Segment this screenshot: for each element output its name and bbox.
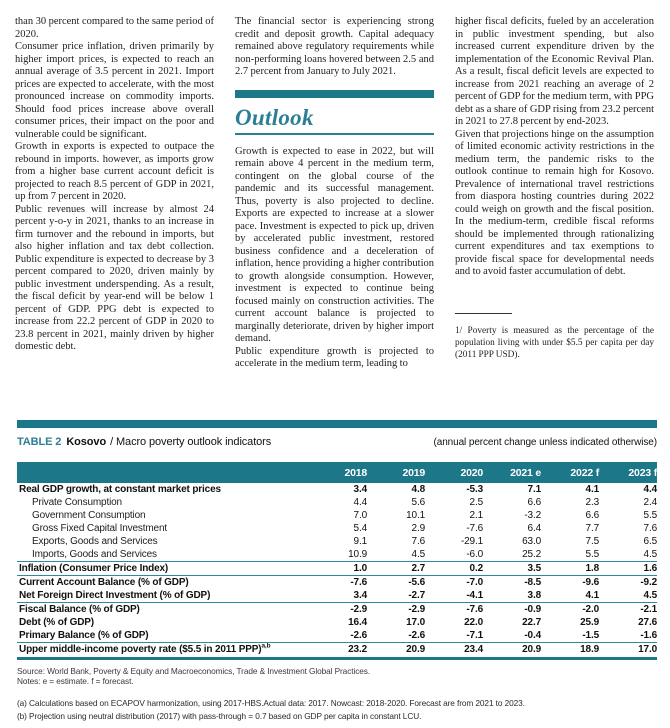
text-column-3 bbox=[455, 16, 654, 371]
row-value: 4.5 bbox=[643, 549, 657, 560]
row-value: 7.5 bbox=[585, 536, 599, 547]
row-value: -4.1 bbox=[466, 590, 483, 601]
row-value: 4.4 bbox=[643, 484, 657, 495]
row-value: 3.4 bbox=[353, 484, 367, 495]
row-value: 23.2 bbox=[348, 644, 367, 655]
row-value: -1.5 bbox=[582, 630, 599, 641]
row-label: Current Account Balance (% of GDP) bbox=[19, 577, 189, 588]
table-row bbox=[17, 496, 657, 509]
row-value: -0.9 bbox=[524, 604, 541, 615]
row-value: -2.7 bbox=[408, 590, 425, 601]
row-value: 7.0 bbox=[353, 510, 367, 521]
row-value: -5.3 bbox=[466, 484, 483, 495]
row-value: 10.1 bbox=[406, 510, 425, 521]
row-value: -7.6 bbox=[466, 604, 483, 615]
row-value: 2.7 bbox=[411, 563, 425, 574]
row-value: -7.0 bbox=[466, 577, 483, 588]
row-label-superscript: a,b bbox=[261, 642, 271, 650]
row-value: -2.0 bbox=[582, 604, 599, 615]
row-value: 20.9 bbox=[406, 644, 425, 655]
table-row bbox=[17, 548, 657, 562]
note-a: (a) Calculations based on ECAPOV harmonization, using 2017-HBS.Actual data: 2017. Nowcast: 2018-2020. Forecast are from 2021 to 2023. bbox=[17, 697, 525, 708]
row-value: 4.1 bbox=[585, 484, 599, 495]
row-label: Net Foreign Direct Investment (% of GDP) bbox=[19, 590, 211, 601]
row-value: 5.6 bbox=[411, 497, 425, 508]
row-label: Government Consumption bbox=[32, 510, 146, 521]
row-value: -7.1 bbox=[466, 630, 483, 641]
row-value: 2.9 bbox=[411, 523, 425, 534]
row-value: 5.4 bbox=[353, 523, 367, 534]
row-value: 17.0 bbox=[638, 644, 657, 655]
row-value: 16.4 bbox=[348, 617, 367, 628]
row-value: 1.6 bbox=[643, 563, 657, 574]
year-column-header: 2020 bbox=[460, 466, 483, 479]
row-label: Debt (% of GDP) bbox=[19, 617, 94, 628]
note-b: (b) Projection using neutral distribution (2017) with pass-through = 0.7 based on GDP per capita in constant LCU. bbox=[17, 710, 422, 721]
row-value: 3.4 bbox=[353, 590, 367, 601]
paragraph: Public expenditure growth is projected to accelerate in the medium term, leading to bbox=[235, 345, 434, 369]
row-value: -3.2 bbox=[524, 510, 541, 521]
row-value: 1.8 bbox=[585, 563, 599, 574]
row-label: Real GDP growth, at constant market prices bbox=[19, 484, 221, 495]
row-value: 7.7 bbox=[585, 523, 599, 534]
row-value: -0.4 bbox=[524, 630, 541, 641]
row-label: Inflation (Consumer Price Index) bbox=[19, 563, 169, 574]
table-row bbox=[17, 589, 657, 603]
paragraph: than 30 percent compared to the same period of 2020. bbox=[15, 16, 214, 40]
row-value: 2.3 bbox=[585, 497, 599, 508]
row-value: -2.9 bbox=[350, 604, 367, 615]
year-column-header: 2019 bbox=[402, 466, 425, 479]
paragraph: Growth is expected to ease in 2022, but will remain above 4 percent in the medium term, contingent on the global course of the pandemic and its successful management. Thus, poverty is also projected to decline. Exports are expected to increase at a slower pace. Investment is expected to pick up, driven by accelerated public investment, restored business confidence and a deceleration of inflation, hence providing a higher contribution to growth alongside consumption. However, investment is expected to continue being focused mainly on construction activities. The current account balance is projected to marginally deteriorate, driven by higher import demand. bbox=[235, 145, 434, 344]
table-row bbox=[17, 629, 657, 643]
row-value: 7.6 bbox=[411, 536, 425, 547]
year-column-header: 2021 e bbox=[510, 466, 541, 479]
row-value: 22.7 bbox=[522, 617, 541, 628]
table-label: TABLE 2 bbox=[17, 436, 62, 448]
row-value: 4.1 bbox=[585, 590, 599, 601]
table-row bbox=[17, 616, 657, 629]
row-value: 5.5 bbox=[585, 549, 599, 560]
row-value: 6.6 bbox=[527, 497, 541, 508]
row-value: -9.2 bbox=[640, 577, 657, 588]
paragraph: higher fiscal deficits, fueled by an acceleration in public investment spending, but also increased current expenditure driven by the implementation of the Economic Revival Plan. As a result, fiscal deficit levels are expected to increase from 2021 reaching an average of 2 percent of GDP for the medium term, with PPG debt as a share of GDP rising from 23.2 percent in 2021 to 27.8 percent by end-2023. bbox=[455, 16, 654, 127]
row-value: 6.6 bbox=[585, 510, 599, 521]
row-label: Imports, Goods and Services bbox=[32, 549, 157, 560]
row-value: 63.0 bbox=[522, 536, 541, 547]
row-value: 3.5 bbox=[527, 563, 541, 574]
row-label: Exports, Goods and Services bbox=[32, 536, 158, 547]
row-value: 20.9 bbox=[522, 644, 541, 655]
table-row bbox=[17, 576, 657, 589]
row-value: -29.1 bbox=[460, 536, 483, 547]
row-value: -1.6 bbox=[640, 630, 657, 641]
row-value: 2.5 bbox=[469, 497, 483, 508]
table-bottom-rule bbox=[17, 657, 657, 660]
paragraph: Public revenues will increase by almost 24 percent y-o-y in 2021, thanks to an increase in firm turnover and the rebound in imports, but also higher inflation and tax debt collection. Public expenditure is expected to decrease by 3 percent compared to 2020, driven mainly by public investment underspending. As a result, the fiscal deficit by year-end will be below 1 percent of GDP. PPG debt is expected to increase from 22.2 percent of GDP in 2020 to 23.8 percent in 2021, mainly driven by higher domestic debt. bbox=[15, 203, 214, 352]
row-value: 6.4 bbox=[527, 523, 541, 534]
table-row bbox=[17, 643, 657, 656]
row-value: 4.8 bbox=[411, 484, 425, 495]
row-value: 25.2 bbox=[522, 549, 541, 560]
row-label: Private Consumption bbox=[32, 497, 122, 508]
row-value: 18.9 bbox=[580, 644, 599, 655]
table-country: Kosovo bbox=[66, 436, 107, 448]
row-value: 4.5 bbox=[411, 549, 425, 560]
row-value: 17.0 bbox=[406, 617, 425, 628]
table-section bbox=[17, 420, 657, 723]
source-notes bbox=[17, 667, 657, 687]
row-value: 2.1 bbox=[469, 510, 483, 521]
paragraph: Growth in exports is expected to outpace the rebound in imports. however, as imports grow from a higher base current account deficit is projected to reach 8.5 percent of GDP in 2021, up from 7 percent in 2020. bbox=[15, 141, 214, 202]
outlook-heading: Outlook bbox=[235, 104, 314, 130]
table-header-band bbox=[17, 462, 657, 483]
year-column-header: 2023 f bbox=[628, 466, 657, 479]
row-value: 5.5 bbox=[643, 510, 657, 521]
source-text: Source: World Bank, Poverty & Equity and Macroeconomics, Trade & Investment Global Practices. bbox=[17, 666, 371, 676]
article-body bbox=[15, 16, 655, 371]
row-label: Gross Fixed Capital Investment bbox=[32, 523, 167, 534]
row-value: 2.4 bbox=[643, 497, 657, 508]
footnote-separator bbox=[455, 313, 512, 314]
row-value: 9.1 bbox=[353, 536, 367, 547]
year-column-header: 2018 bbox=[344, 466, 367, 479]
text-column-2 bbox=[235, 16, 434, 371]
row-value: 23.4 bbox=[464, 644, 483, 655]
paragraph: Given that projections hinge on the assumption of limited economic activity restrictions in the medium term, the pandemic risks to the outlook continue to remain high for Kosovo. Prevalence of international travel restrictions from diaspora hosting countries during 2022 could weigh on growth and the fiscal position. In the medium-term, credible fiscal reforms should be implemented through rationalizing current expenditures and tax exemptions to provide fiscal space for developmental needs and to avoid faster accumulation of debt. bbox=[455, 128, 654, 277]
table-row bbox=[17, 522, 657, 535]
table-row bbox=[17, 509, 657, 522]
table-rows bbox=[17, 483, 657, 656]
table-units-note: (annual percent change unless indicated otherwise) bbox=[433, 437, 657, 448]
table-footnotes bbox=[17, 697, 657, 723]
row-value: 4.5 bbox=[643, 590, 657, 601]
row-value: 7.1 bbox=[527, 484, 541, 495]
row-value: -7.6 bbox=[350, 577, 367, 588]
row-value: -2.9 bbox=[408, 604, 425, 615]
section-divider-bar bbox=[235, 90, 434, 98]
row-value: 22.0 bbox=[464, 617, 483, 628]
table-row bbox=[17, 535, 657, 548]
row-value: -7.6 bbox=[466, 523, 483, 534]
row-value: -2.1 bbox=[640, 604, 657, 615]
table-divider-bar bbox=[17, 420, 657, 428]
row-value: -2.6 bbox=[408, 630, 425, 641]
table-row bbox=[17, 483, 657, 496]
year-column-header: 2022 f bbox=[570, 466, 599, 479]
row-value: 10.9 bbox=[348, 549, 367, 560]
row-value: -2.6 bbox=[350, 630, 367, 641]
footnote-text: 1/ Poverty is measured as the percentage of the population living with under $5.5 per capita per day (2011 PPP USD). bbox=[455, 325, 654, 361]
table-subtitle: / Macro poverty outlook indicators bbox=[110, 436, 272, 448]
row-value: 27.6 bbox=[638, 617, 657, 628]
row-value: 1.0 bbox=[353, 563, 367, 574]
row-label: Primary Balance (% of GDP) bbox=[19, 630, 149, 641]
paragraph: The financial sector is experiencing strong credit and deposit growth. Capital adequacy remained above regulatory requirements while non-performing loans hovered between 2.5 and 2.7 percent from January to July 2021. bbox=[235, 16, 434, 77]
row-value: -6.0 bbox=[466, 549, 483, 560]
table-row bbox=[17, 603, 657, 616]
row-label: Fiscal Balance (% of GDP) bbox=[19, 604, 140, 615]
row-label: Upper middle-income poverty rate ($5.5 in 2011 PPP)$^{a,b}$ bbox=[19, 642, 271, 655]
row-value: 3.8 bbox=[527, 590, 541, 601]
row-value: 25.9 bbox=[580, 617, 599, 628]
table-title bbox=[17, 436, 657, 448]
text-column-1 bbox=[15, 16, 214, 371]
paragraph: Consumer price inflation, driven primarily by higher import prices, is expected to reach an annual average of 3.5 percent in 2021. Import prices are expected to accelerate, with the most pronounced increase on commodity imports. Should food prices increase above overall consumer prices, their impact on the poor and vulnerable could be significant. bbox=[15, 41, 214, 140]
row-value: -5.6 bbox=[408, 577, 425, 588]
row-value: 0.2 bbox=[469, 563, 483, 574]
table-row bbox=[17, 562, 657, 576]
row-value: -9.6 bbox=[582, 577, 599, 588]
notes-text: Notes: e = estimate. f = forecast. bbox=[17, 675, 134, 686]
row-value: 7.6 bbox=[643, 523, 657, 534]
row-value: -8.5 bbox=[524, 577, 541, 588]
row-value: 6.5 bbox=[643, 536, 657, 547]
row-value: 4.4 bbox=[353, 497, 367, 508]
footnote-block bbox=[455, 313, 654, 362]
outlook-underline bbox=[235, 133, 434, 135]
